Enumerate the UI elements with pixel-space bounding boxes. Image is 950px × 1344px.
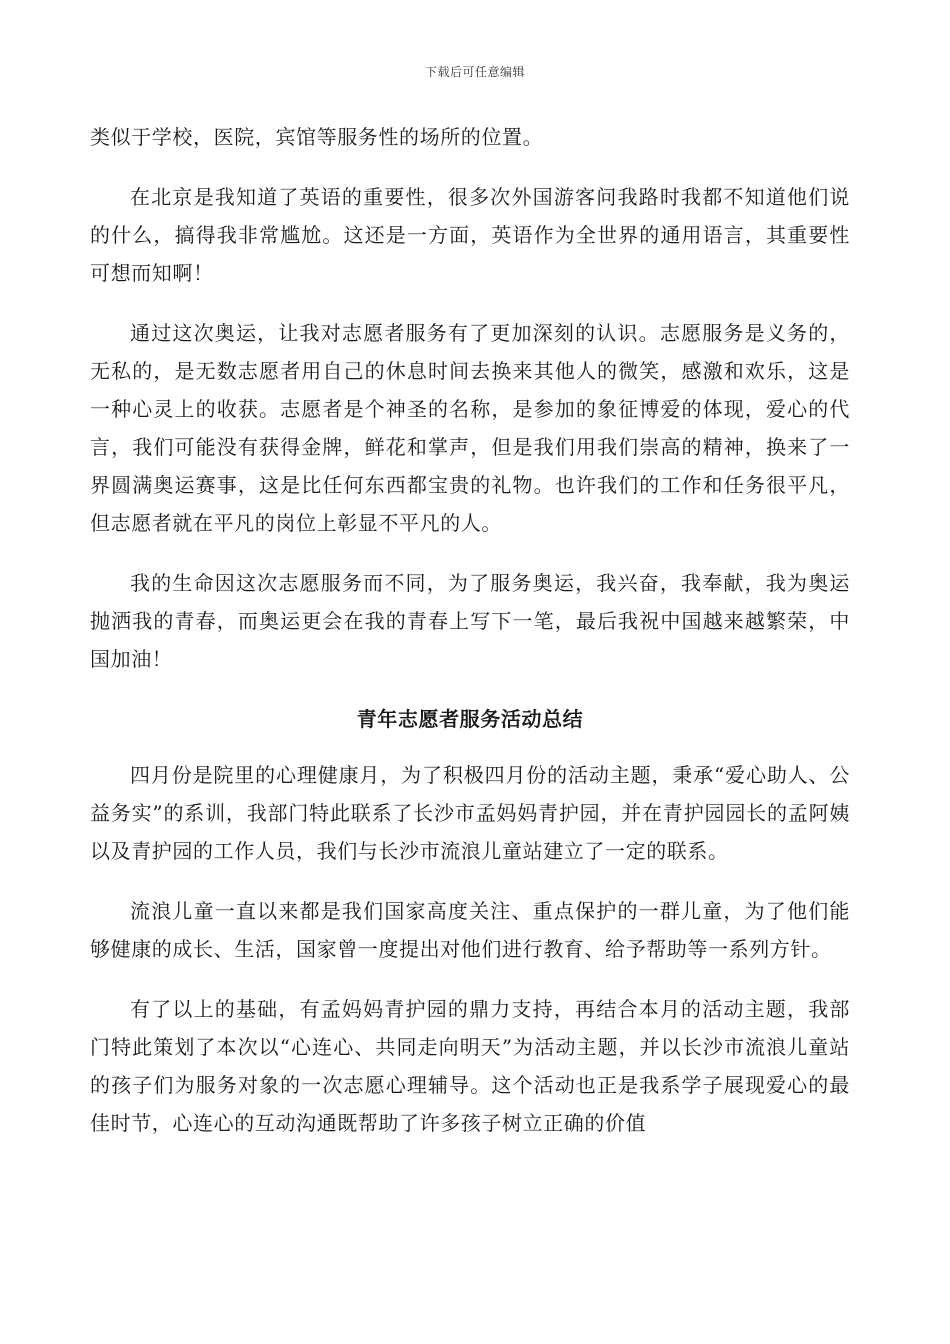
paragraph-continuation: 类似于学校，医院，宾馆等服务性的场所的位置。 bbox=[90, 125, 544, 149]
paragraph-closing-wish: 我的生命因这次志愿服务而不同，为了服务奥运，我兴奋，我奉献，我为奥运抛洒我的青春，而奥运更会在我的青春上写下一笔，最后我祝中国越来越繁荣，中国加油！ bbox=[90, 571, 850, 671]
page-header: 下载后可任意编辑 bbox=[424, 65, 525, 79]
paragraph-activity-intro: 四月份是院里的心理健康月，为了积极四月份的活动主题，秉承“爱心助人、公益务实”的系训，我部门特此联系了长沙市孟妈妈青护园，并在青护园园长的孟阿姨以及青护园的工作人员，我们与长沙市流浪儿童站建立了一定的联系。 bbox=[90, 763, 850, 863]
paragraph-english-importance: 在北京是我知道了英语的重要性，很多次外国游客问我路时我都不知道他们说的什么，搞得我非常尴尬。这还是一方面，英语作为全世界的通用语言，其重要性可想而知啊！ bbox=[90, 185, 850, 285]
paragraph-street-children: 流浪儿童一直以来都是我们国家高度关注、重点保护的一群儿童，为了他们能够健康的成长、生活，国家曾一度提出对他们进行教育、给予帮助等一系列方针。 bbox=[90, 899, 850, 961]
paragraph-volunteer-reflection: 通过这次奥运，让我对志愿者服务有了更加深刻的认识。志愿服务是义务的，无私的，是无数志愿者用自己的休息时间去换来其他人的微笑，感激和欢乐，这是一种心灵上的收获。志愿者是个神圣的名称，是参加的象征博爱的体现，爱心的代言，我们可能没有获得金牌，鲜花和掌声，但是我们用我们崇高的精神，换来了一界圆满奥运赛事，这是比任何东西都宝贵的礼物。也许我们的工作和任务很平凡，但志愿者就在平凡的岗位上彰显不平凡的人。 bbox=[90, 321, 850, 535]
document-body bbox=[90, 118, 850, 1164]
paragraph-activity-plan: 有了以上的基础，有孟妈妈青护园的鼎力支持，再结合本月的活动主题，我部门特此策划了本次以“心连心、共同走向明天”为活动主题，并以长沙市流浪儿童站的孩子们为服务对象的一次志愿心理辅导。这个活动也正是我系学子展现爱心的最佳时节，心连心的互动沟通既帮助了许多孩子树立正确的价值 bbox=[90, 997, 850, 1135]
section-title: 青年志愿者服务活动总结 bbox=[356, 707, 584, 731]
